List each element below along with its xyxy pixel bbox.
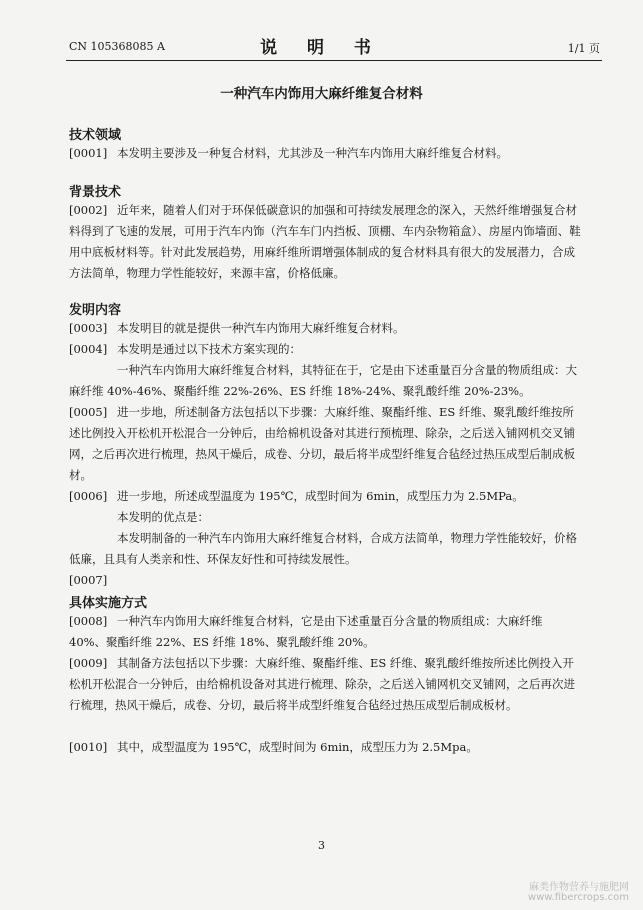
paragraph-number: [0004]: [69, 342, 108, 356]
paragraph-0004-continuation: 一种汽车内饰用大麻纤维复合材料，其特征在于，它是由下述重量百分含量的物质组成：大麻纤维 40%-46%、聚酯纤维 22%-26%、ES 纤维 18%-24%、聚乳酸纤维 20%-23%。: [69, 363, 577, 398]
patent-number: CN 105368085 A: [69, 40, 165, 53]
page-indicator: 1/1 页: [567, 42, 600, 55]
paragraph-number: [0005]: [69, 405, 108, 419]
paragraph-0006: [69, 486, 581, 507]
paragraph-text: 本发明主要涉及一种复合材料，尤其涉及一种汽车内饰用大麻纤维复合材料。: [117, 146, 508, 160]
paragraph-0010: [69, 737, 581, 758]
paragraph-0007: [69, 570, 581, 591]
paragraph-number: [0007]: [69, 573, 108, 587]
paragraph-number: [0006]: [69, 489, 108, 503]
paragraph-0004: [69, 339, 581, 360]
paragraph-text: 本发明目的就是提供一种汽车内饰用大麻纤维复合材料。: [117, 321, 405, 335]
paragraph-number: [0002]: [69, 203, 108, 217]
paragraph-text: 其制备方法包括以下步骤：大麻纤维、聚酯纤维、ES 纤维、聚乳酸纤维按所述比例投入开松机开松混合一分钟后，由给棉机设备对其进行梳理、除杂，之后送入铺网机交叉铺网，之后再次进行梳理，热风干燥后，成卷、分切，最后将半成型纤维复合毡经过热压成型后制成板材。: [69, 656, 575, 712]
paragraph-0009: [69, 653, 581, 716]
paragraph-0008: [69, 611, 581, 653]
section-heading-summary: 发明内容: [69, 303, 122, 318]
paragraph-0005: [69, 402, 581, 486]
advantages-label: 本发明的优点是：: [117, 510, 209, 524]
paragraph-number: [0003]: [69, 321, 108, 335]
paragraph-text: 进一步地，所述制备方法包括以下步骤：大麻纤维、聚酯纤维、ES 纤维、聚乳酸纤维按所述比例投入开松机开松混合一分钟后，由给棉机设备对其进行预梳理、除杂，之后送入铺网机交叉铺网，之后再次进行梳理，热风干燥后，成卷、分切，最后将半成型纤维复合毡经过热压成型后制成板材。: [69, 405, 575, 482]
paragraph-text: 进一步地，所述成型温度为 195℃，成型时间为 6min，成型压力为 2.5MPa。: [117, 489, 524, 503]
paragraph-number: [0001]: [69, 146, 108, 160]
section-heading-tech-field: 技术领域: [69, 128, 122, 143]
paragraph-0002: [69, 200, 581, 284]
header-divider: [66, 60, 602, 61]
paragraph-0003: [69, 318, 581, 339]
paragraph-0001: [69, 143, 581, 164]
section-heading-embodiment: 具体实施方式: [69, 596, 148, 611]
document-type: 说 明 书: [260, 38, 383, 58]
paragraph-number: [0009]: [69, 656, 108, 670]
page-number: 3: [318, 839, 325, 852]
section-heading-background: 背景技术: [69, 185, 122, 200]
paragraph-text: 其中，成型温度为 195℃，成型时间为 6min，成型压力为 2.5Mpa。: [117, 740, 478, 754]
paragraph-number: [0010]: [69, 740, 108, 754]
paragraph-number: [0008]: [69, 614, 108, 628]
watermark-title: 麻类作物营养与施肥网: [529, 882, 629, 893]
paragraph-text: 一种汽车内饰用大麻纤维复合材料，它是由下述重量百分含量的物质组成：大麻纤维 40%、聚酯纤维 22%、ES 纤维 18%、聚乳酸纤维 20%。: [69, 614, 543, 649]
document-title: 一种汽车内饰用大麻纤维复合材料: [220, 86, 423, 102]
paragraph-text: 近年来，随着人们对于环保低碳意识的加强和可持续发展理念的深入，天然纤维增强复合材料得到了飞速的发展，可用于汽车内饰（汽车车门内挡板、顶棚、车内杂物箱盒）、房屋内饰墙面、鞋用中底板材料等。针对此发展趋势，用麻纤维所谓增强体制成的复合材料具有很大的发展潜力，合成方法简单，物理力学性能较好，来源丰富，价格低廉。: [69, 203, 581, 280]
watermark-url: www.fibercrops.com: [527, 892, 629, 903]
paragraph-text: 本发明是通过以下技术方案实现的：: [117, 342, 301, 356]
advantages-text: 本发明制备的一种汽车内饰用大麻纤维复合材料，合成方法简单，物理力学性能较好，价格低廉，且具有人类亲和性、环保友好性和可持续发展性。: [69, 531, 577, 566]
